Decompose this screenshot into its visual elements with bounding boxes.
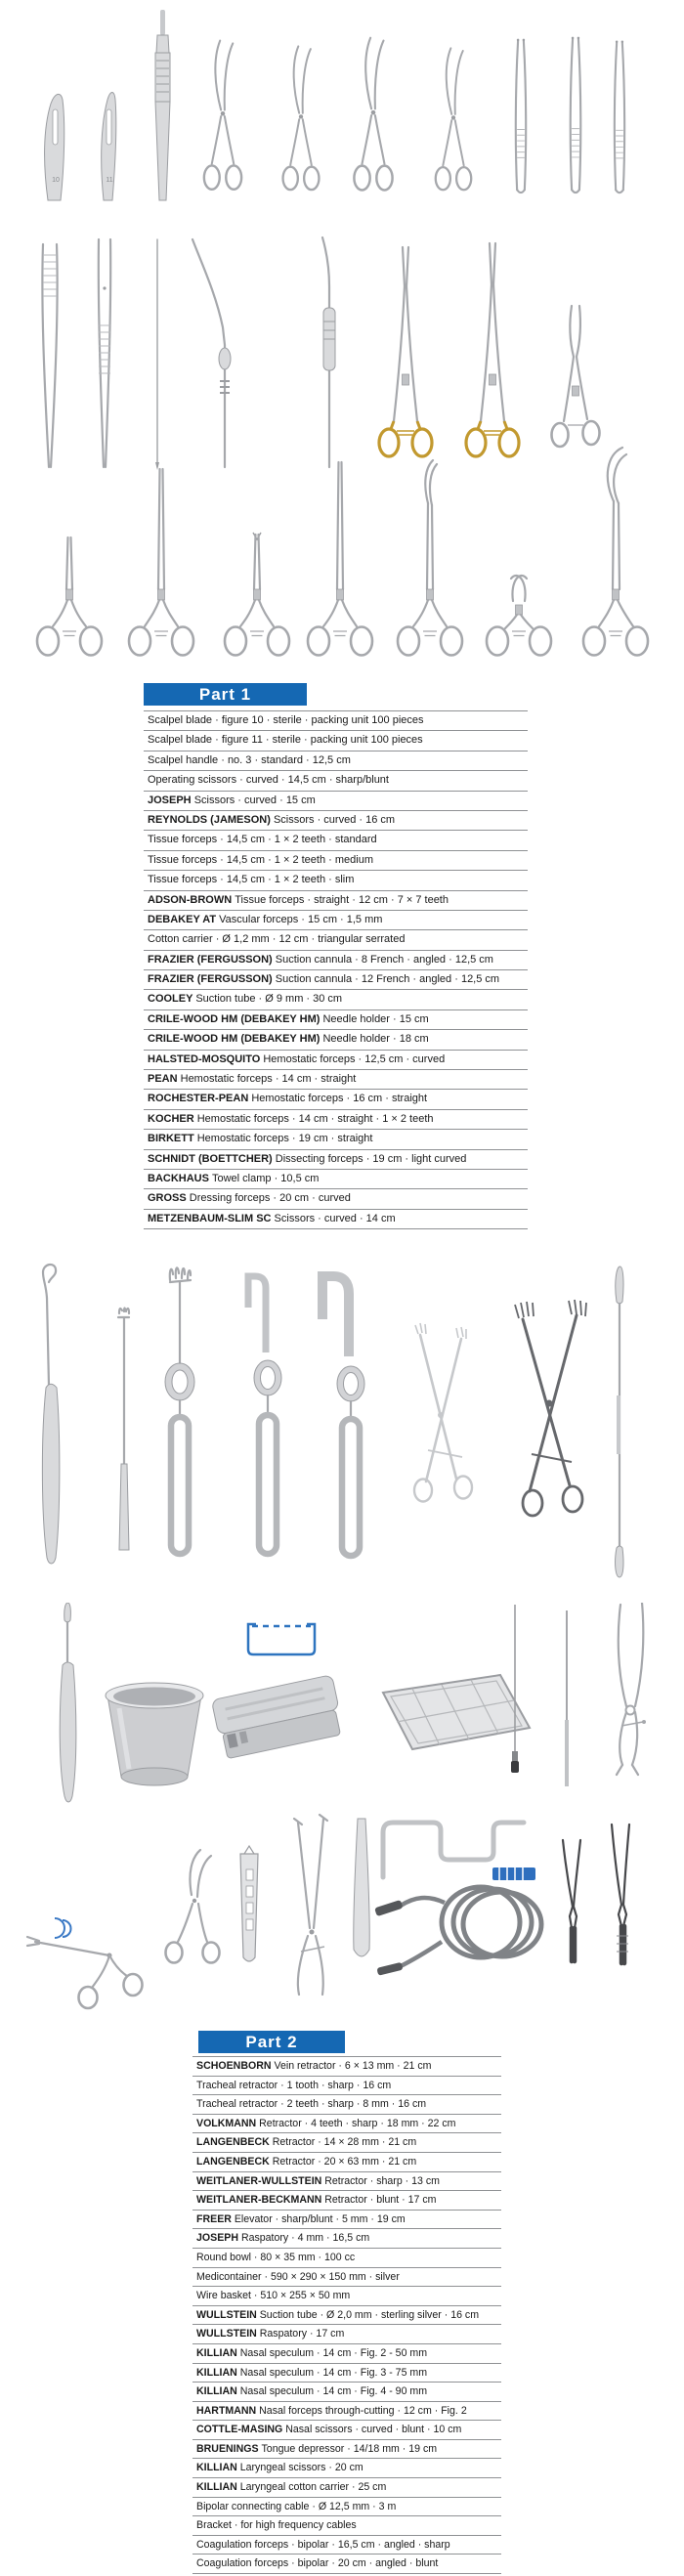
- item-name: KILLIAN: [196, 2481, 240, 2494]
- table-row: [144, 891, 528, 911]
- item-description: Suction tube · Ø 2,0 mm · sterling silver · 16 cm: [259, 2308, 480, 2321]
- table-row: [192, 2249, 501, 2268]
- part2-rows: [192, 2056, 501, 2574]
- instrument-band-1: [0, 0, 684, 210]
- table-row: [192, 2095, 501, 2115]
- item-name: FRAZIER (FERGUSSON): [148, 953, 276, 966]
- item-name: JOSEPH: [148, 794, 194, 806]
- item-name: LANGENBECK: [196, 2155, 273, 2168]
- item-name: ROCHESTER-PEAN: [148, 1093, 252, 1105]
- reynolds-scissors-image: [354, 38, 392, 191]
- table-row: [144, 1170, 528, 1189]
- item-description: Needle holder · 15 cm: [322, 1012, 429, 1025]
- item-description: Tissue forceps · 14,5 cm · 1 × 2 teeth · medium: [148, 853, 373, 866]
- item-description: Round bowl · 80 × 35 mm · 100 cc: [196, 2251, 356, 2263]
- blade-11-label: 11: [106, 177, 113, 184]
- item-name: PEAN: [148, 1073, 181, 1086]
- table-row: [192, 2306, 501, 2326]
- item-description: Nasal scissors · curved · blunt · 10 cm: [285, 2424, 462, 2436]
- item-name: HARTMANN: [196, 2404, 260, 2417]
- tracheal-retractor-image: [118, 1309, 129, 1551]
- table-row: [144, 1030, 528, 1050]
- item-description: Nasal speculum · 14 cm · Fig. 2 - 50 mm: [239, 2346, 428, 2359]
- item-description: Medicontainer · 590 × 290 × 150 mm · silver: [196, 2270, 400, 2283]
- item-name: HALSTED-MOSQUITO: [148, 1052, 264, 1065]
- item-name: KILLIAN: [196, 2385, 240, 2398]
- table-row: [192, 2383, 501, 2402]
- part2-table: [192, 2031, 501, 2574]
- table-row: [192, 2211, 501, 2230]
- freer-elevator-image: [616, 1267, 623, 1577]
- item-description: Retractor · sharp · 13 cm: [324, 2174, 440, 2187]
- part2-title: Part 2: [245, 2033, 298, 2051]
- item-description: Tracheal retractor · 2 teeth · sharp · 8 mm · 16 cm: [196, 2098, 427, 2111]
- scalpel-handle-image: [155, 10, 170, 200]
- item-name: KILLIAN: [196, 2462, 240, 2474]
- item-description: Scalpel blade · figure 10 · sterile · packing unit 100 pieces: [148, 714, 424, 726]
- table-row: [144, 1090, 528, 1109]
- table-row: [144, 711, 528, 731]
- table-row: [192, 2440, 501, 2460]
- table-row: [192, 2459, 501, 2478]
- round-bowl-image: [106, 1683, 203, 1785]
- table-row: [144, 1210, 528, 1229]
- item-name: WEITLANER-BECKMANN: [196, 2194, 325, 2207]
- langenbeck-retractor-large-image: [322, 1276, 364, 1556]
- killian-laryngeal-instrument-image: [294, 1815, 327, 1995]
- instrument-band-5: [0, 1603, 684, 1832]
- cable-bracket-image: [383, 1823, 535, 1880]
- item-name: CRILE-WOOD HM (DEBAKEY HM): [148, 1012, 323, 1025]
- item-name: REYNOLDS (JAMESON): [148, 813, 274, 826]
- item-description: Tracheal retractor · 1 tooth · sharp · 16 cm: [196, 2079, 392, 2091]
- item-description: Laryngeal cotton carrier · 25 cm: [239, 2481, 387, 2494]
- item-name: SCHOENBORN: [196, 2060, 275, 2072]
- item-name: DEBAKEY AT: [148, 913, 220, 925]
- item-name: FRAZIER (FERGUSSON): [148, 973, 276, 986]
- table-row: [192, 2229, 501, 2249]
- table-row: [144, 1130, 528, 1149]
- part1-title: Part 1: [198, 685, 252, 704]
- coagulation-forceps-sharp-image: [563, 1840, 580, 1961]
- blade-10-label: 10: [52, 177, 60, 184]
- medicontainer-image: [211, 1675, 344, 1760]
- item-description: Suction cannula · 12 French · angled · 12,5 cm: [275, 973, 500, 986]
- item-name: FREER: [196, 2212, 235, 2225]
- crile-wood-needle-holder-15-image: [379, 247, 432, 456]
- item-description: Bipolar connecting cable · Ø 12,5 mm · 3 m: [196, 2500, 397, 2512]
- wullstein-suction-tube-image: [511, 1605, 519, 1773]
- table-row: [192, 2268, 501, 2288]
- table-row: [144, 1110, 528, 1130]
- table-row: [192, 2364, 501, 2383]
- tissue-forceps-medium-image: [571, 37, 581, 193]
- weitlaner-beckmann-retractor-image: [515, 1300, 586, 1516]
- item-name: WULLSTEIN: [196, 2328, 260, 2340]
- item-description: Dissecting forceps · 19 cm · light curved: [275, 1152, 467, 1165]
- table-row: [192, 2536, 501, 2555]
- wire-basket-image: [383, 1675, 530, 1749]
- item-description: Retractor · 4 teeth · sharp · 18 mm · 22 cm: [259, 2117, 456, 2129]
- table-row: [144, 811, 528, 831]
- hartmann-nasal-forceps-image: [27, 1918, 143, 2008]
- table-row: [144, 970, 528, 990]
- table-row: [192, 2421, 501, 2440]
- backhaus-towel-clamp-image: [487, 576, 551, 656]
- item-description: Scalpel blade · figure 11 · sterile · packing unit 100 pieces: [148, 734, 423, 747]
- item-description: Retractor · blunt · 17 cm: [324, 2194, 437, 2207]
- item-description: Nasal forceps through-cutting · 12 cm · Fig. 2: [259, 2404, 467, 2417]
- part1-header: [144, 683, 307, 706]
- item-description: Towel clamp · 10,5 cm: [212, 1172, 320, 1184]
- item-description: Needle holder · 18 cm: [322, 1033, 429, 1046]
- item-name: JOSEPH: [196, 2232, 241, 2245]
- item-description: Vein retractor · 6 × 13 mm · 21 cm: [274, 2060, 432, 2072]
- item-name: LANGENBECK: [196, 2136, 273, 2149]
- table-row: [144, 930, 528, 950]
- table-row: [192, 2057, 501, 2077]
- rochester-pean-forceps-image: [129, 469, 193, 656]
- dashed-placeholder-box: [248, 1624, 315, 1654]
- item-description: Cotton carrier · Ø 1,2 mm · 12 cm · triangular serrated: [148, 933, 406, 946]
- metzenbaum-scissors-image: [436, 48, 471, 190]
- item-description: Scissors · curved · 14 cm: [274, 1212, 396, 1224]
- item-description: Vascular forceps · 15 cm · 1,5 mm: [219, 913, 383, 925]
- langenbeck-retractor-small-image: [248, 1276, 281, 1554]
- item-description: Wire basket · 510 × 255 × 50 mm: [196, 2290, 351, 2302]
- item-name: KILLIAN: [196, 2366, 240, 2379]
- schnidt-forceps-image: [398, 460, 462, 656]
- table-row: [144, 831, 528, 850]
- part2-header: [198, 2031, 345, 2053]
- item-description: Tongue depressor · 14/18 mm · 19 cm: [261, 2442, 438, 2455]
- item-description: Hemostatic forceps · 19 cm · straight: [196, 1133, 373, 1145]
- table-row: [144, 911, 528, 930]
- table-row: [144, 951, 528, 970]
- item-description: Coagulation forceps · bipolar · 16,5 cm · angled · sharp: [196, 2538, 450, 2551]
- item-name: VOLKMANN: [196, 2117, 260, 2129]
- cooley-suction-tube-image: [322, 237, 335, 467]
- item-description: Hemostatic forceps · 14 cm · straight · 1 × 2 teeth: [196, 1112, 434, 1125]
- cottle-masing-scissors-image: [166, 1850, 220, 1963]
- table-row: [144, 751, 528, 771]
- crile-wood-needle-holder-18-image: [466, 243, 519, 456]
- tongue-depressor-blade-image: [354, 1819, 370, 1956]
- item-description: Coagulation forceps · bipolar · 20 cm · angled · blunt: [196, 2557, 439, 2570]
- table-row: [144, 871, 528, 890]
- item-description: Operating scissors · curved · 14,5 cm · sharp/blunt: [148, 774, 389, 787]
- table-row: [192, 2516, 501, 2536]
- table-row: [192, 2344, 501, 2364]
- table-row: [192, 2115, 501, 2134]
- table-row: [144, 851, 528, 871]
- instrument-band-3: [0, 445, 684, 679]
- halsted-mosquito-forceps-image: [552, 306, 600, 447]
- item-name: COTTLE-MASING: [196, 2424, 286, 2436]
- table-row: [192, 2498, 501, 2517]
- table-row: [144, 1189, 528, 1209]
- table-row: [144, 771, 528, 791]
- item-description: Nasal speculum · 14 cm · Fig. 3 - 75 mm: [239, 2366, 428, 2379]
- table-row: [192, 2325, 501, 2344]
- item-description: Suction tube · Ø 9 mm · 30 cm: [195, 993, 343, 1006]
- killian-nasal-speculum-image: [617, 1603, 646, 1775]
- item-name: KOCHER: [148, 1112, 197, 1125]
- item-name: CRILE-WOOD HM (DEBAKEY HM): [148, 1033, 323, 1046]
- tissue-forceps-slim-image: [615, 41, 624, 193]
- table-row: [192, 2191, 501, 2211]
- item-description: Hemostatic forceps · 12,5 cm · curved: [263, 1052, 446, 1065]
- table-row: [144, 1150, 528, 1170]
- part1-table: [144, 683, 528, 1229]
- scalpel-blade-fig11-image: [102, 93, 116, 201]
- table-row: [192, 2555, 501, 2574]
- item-description: Tissue forceps · 14,5 cm · 1 × 2 teeth · standard: [148, 834, 377, 846]
- weitlaner-wullstein-retractor-image: [414, 1323, 472, 1502]
- item-name: KILLIAN: [196, 2346, 240, 2359]
- item-description: Tissue forceps · 14,5 cm · 1 × 2 teeth · slim: [148, 874, 355, 886]
- volkmann-retractor-image: [165, 1267, 194, 1554]
- table-row: [192, 2077, 501, 2096]
- table-row: [192, 2478, 501, 2498]
- item-name: ADSON-BROWN: [148, 893, 235, 906]
- item-description: Scissors · curved · 16 cm: [273, 813, 396, 826]
- pean-forceps-image: [37, 537, 102, 656]
- item-description: Scalpel handle · no. 3 · standard · 12,5 cm: [148, 753, 351, 766]
- table-row: [144, 990, 528, 1009]
- instrument-band-2: [0, 230, 684, 479]
- item-description: Bracket · for high frequency cables: [196, 2519, 357, 2532]
- item-description: Raspatory · 4 mm · 16,5 cm: [240, 2232, 370, 2245]
- schoenborn-retractor-image: [42, 1265, 60, 1564]
- item-name: BACKHAUS: [148, 1172, 212, 1184]
- item-description: Hemostatic forceps · 14 cm · straight: [180, 1073, 357, 1086]
- gross-dressing-forceps-image: [583, 448, 648, 656]
- table-row: [192, 2133, 501, 2153]
- item-description: Scissors · curved · 15 cm: [193, 794, 316, 806]
- part1-rows: [144, 710, 528, 1229]
- adson-brown-forceps-image: [42, 244, 57, 467]
- table-row: [144, 1070, 528, 1090]
- item-name: METZENBAUM-SLIM SC: [148, 1212, 275, 1224]
- coagulation-forceps-blunt-image: [612, 1825, 629, 1963]
- table-row: [192, 2153, 501, 2172]
- item-description: Dressing forceps · 20 cm · curved: [189, 1192, 351, 1205]
- item-description: Tissue forceps · straight · 12 cm · 7 × 7 teeth: [235, 893, 449, 906]
- item-name: SCHNIDT (BOETTCHER): [148, 1152, 276, 1165]
- table-row: [144, 1010, 528, 1030]
- item-name: GROSS: [148, 1192, 190, 1205]
- scalpel-blade-fig10-image: [45, 94, 64, 200]
- joseph-raspatory-image: [60, 1603, 76, 1802]
- instrument-band-6: [0, 1813, 684, 2013]
- table-row: [192, 2402, 501, 2422]
- bipolar-cable-image: [374, 1887, 541, 1976]
- item-name: BRUENINGS: [196, 2442, 262, 2455]
- bruenings-tongue-depressor-image: [240, 1846, 258, 1961]
- item-name: WEITLANER-WULLSTEIN: [196, 2174, 325, 2187]
- item-description: Laryngeal scissors · 20 cm: [239, 2462, 363, 2474]
- item-description: Retractor · 14 × 28 mm · 21 cm: [272, 2136, 417, 2149]
- operating-scissors-image: [204, 41, 241, 190]
- table-row: [192, 2172, 501, 2192]
- table-row: [192, 2287, 501, 2306]
- item-description: Hemostatic forceps · 16 cm · straight: [251, 1093, 428, 1105]
- frazier-suction-cannula-image: [192, 239, 231, 467]
- birkett-forceps-image: [308, 462, 372, 656]
- cotton-carrier-image: [155, 239, 159, 470]
- item-description: Retractor · 20 × 63 mm · 21 cm: [272, 2155, 417, 2168]
- item-description: Nasal speculum · 14 cm · Fig. 4 - 90 mm: [239, 2385, 428, 2398]
- table-row: [144, 792, 528, 811]
- instrument-band-4: [0, 1259, 684, 1586]
- table-row: [144, 1051, 528, 1070]
- item-name: WULLSTEIN: [196, 2308, 260, 2321]
- kocher-forceps-image: [225, 533, 289, 656]
- debakey-forceps-image: [99, 239, 110, 467]
- item-description: Suction cannula · 8 French · angled · 12,5 cm: [275, 953, 493, 966]
- item-name: BIRKETT: [148, 1133, 197, 1145]
- item-description: Raspatory · 17 cm: [259, 2328, 345, 2340]
- joseph-scissors-image: [283, 46, 320, 190]
- item-name: COOLEY: [148, 993, 196, 1006]
- table-row: [144, 731, 528, 751]
- tissue-forceps-standard-image: [516, 39, 526, 193]
- item-description: Elevator · sharp/blunt · 5 mm · 19 cm: [234, 2212, 406, 2225]
